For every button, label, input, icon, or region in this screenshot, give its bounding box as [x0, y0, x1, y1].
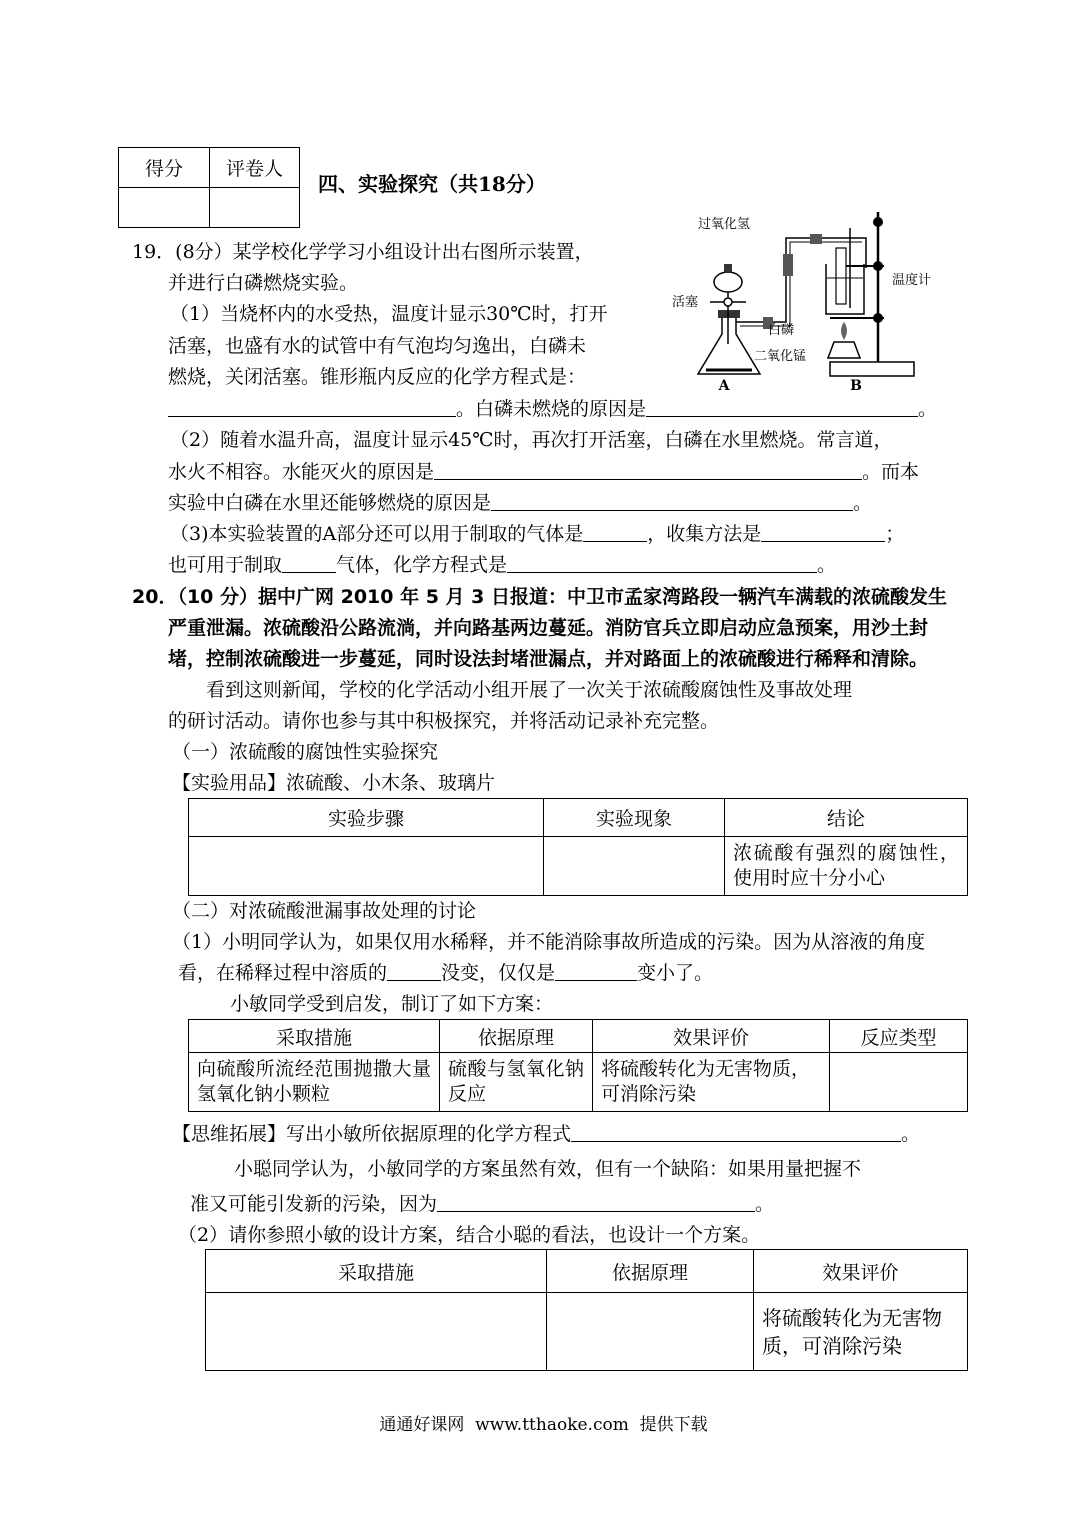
col-design-measure: 采取措施: [206, 1250, 547, 1293]
principle-cell: 硫酸与氢氧化钠反应: [440, 1053, 593, 1112]
q20-s1-2b: 没变，仅仅是: [441, 962, 556, 984]
collect-method-blank[interactable]: [761, 521, 885, 542]
q19-p2-3-text: 实验中白磷在水里还能够燃烧的原因是: [168, 492, 492, 514]
reason-blank-1[interactable]: [646, 396, 918, 417]
effect-cell: 将硫酸转化为无害物质，可消除污染: [593, 1053, 830, 1112]
plan-table: [188, 1019, 968, 1112]
design-effect-cell: 将硫酸转化为无害物质，可消除污染: [754, 1293, 968, 1371]
extinguish-reason-blank[interactable]: [434, 459, 862, 480]
q20-news-2: 严重泄漏。浓硫酸沿公路流淌，并向路基两边蔓延。消防官兵立即启动应急预案，用沙土封: [168, 617, 929, 639]
extension-equation-blank[interactable]: [571, 1121, 901, 1142]
label-a: A: [718, 378, 730, 394]
q20-news-1: 20．（10 分）据中广网 2010 年 5 月 3 日报道：中卫市孟家湾路段一辆汽车满载的浓硫酸发生: [132, 586, 948, 608]
design-table: [205, 1249, 968, 1371]
q19-intro-2: 并进行白磷燃烧实验。: [168, 272, 359, 294]
section-title: 四、实验探究（共18分）: [318, 172, 546, 196]
q19-p1-1: （1）当烧杯内的水受热，温度计显示30℃时，打开: [170, 303, 608, 325]
beaker: [826, 264, 864, 314]
col-conclusion: 结论: [725, 799, 968, 837]
score-cell[interactable]: [119, 188, 210, 228]
q20-materials: 【实验用品】浓硫酸、小木条、玻璃片: [172, 772, 496, 794]
q19-p1-end: 。: [918, 398, 938, 420]
q19-p1-4-text: 。白磷未燃烧的原因是: [456, 398, 647, 420]
label-valve: 活塞: [672, 295, 699, 310]
q20-extension-end: 。: [901, 1123, 921, 1145]
conclusion-cell: 浓硫酸有强烈的腐蚀性，使用时应十分小心: [725, 837, 968, 896]
q19-p2-2: [168, 457, 919, 487]
q20-s1-2: [178, 958, 713, 988]
q20-s1-2a: 看，在稀释过程中溶质的: [178, 962, 388, 984]
q19-p3-1-end: ；: [885, 523, 905, 545]
col-principle: 依据原理: [440, 1020, 593, 1053]
design-principle-answer-cell[interactable]: [547, 1293, 754, 1371]
label-h2o2: 过氧化氢: [697, 217, 751, 232]
q20-para-1: 看到这则新闻，学校的化学活动小组开展了一次关于浓硫酸腐蚀性及事故处理: [206, 679, 853, 701]
apparatus-figure: [670, 208, 960, 394]
q20-extension: [172, 1119, 920, 1149]
q19-intro-1: 19．(8分）某学校化学学习小组设计出右图所示装置，: [132, 241, 594, 263]
col-design-principle: 依据原理: [547, 1250, 754, 1293]
equation-blank-2[interactable]: [507, 552, 817, 573]
q19-p2-3-end: 。: [853, 492, 873, 514]
solute-blank[interactable]: [387, 960, 441, 981]
q20-s1-3: 小敏同学受到启发，制订了如下方案：: [230, 993, 554, 1015]
col-measure: 采取措施: [189, 1020, 440, 1053]
q19-p2-2-end: 。而本: [862, 461, 920, 483]
pollution-reason-blank[interactable]: [437, 1191, 755, 1212]
q19-p3-2a: 也可用于制取: [168, 554, 283, 576]
concentration-blank[interactable]: [555, 960, 637, 981]
q19-p3-1: [170, 519, 904, 549]
q19-p3-1a: （3)本实验装置的A部分还可以用于制取的气体是: [170, 523, 584, 545]
q20-cong-2-end: 。: [755, 1193, 775, 1215]
q20-cong-2a: 准又可能引发新的污染，因为: [190, 1193, 438, 1215]
q19-p3-2-end: 。: [817, 554, 837, 576]
label-b: B: [850, 378, 862, 394]
grader-cell[interactable]: [210, 188, 300, 228]
q20-part2-title: （二）对浓硫酸泄漏事故处理的讨论: [172, 900, 477, 922]
burn-reason-blank[interactable]: [491, 490, 853, 511]
col-steps: 实验步骤: [189, 799, 544, 837]
reaction-type-answer-cell[interactable]: [830, 1053, 968, 1112]
phenomenon-answer-cell[interactable]: [544, 837, 725, 896]
q20-s2: （2）请你参照小敏的设计方案，结合小聪的看法，也设计一个方案。: [178, 1224, 761, 1246]
q19-p2-2-text: 水火不相容。水能灭火的原因是: [168, 461, 435, 483]
steps-answer-cell[interactable]: [189, 837, 544, 896]
q19-p2-3: [168, 488, 872, 518]
q20-extension-text: 【思维拓展】写出小敏所依据原理的化学方程式: [172, 1123, 572, 1145]
grader-label: 评卷人: [210, 148, 300, 188]
score-label: 得分: [119, 148, 210, 188]
footer: 通通好课网 www.tthaoke.com 提供下载: [379, 1415, 708, 1435]
q20-part1-title: （一）浓硫酸的腐蚀性实验探究: [172, 741, 439, 763]
q19-p1-2: 活塞，也盛有水的试管中有气泡均匀逸出，白磷未: [168, 335, 587, 357]
score-box: [118, 147, 300, 228]
experiment-table: [188, 798, 968, 896]
q20-cong-1: 小聪同学认为，小敏同学的方案虽然有效，但有一个缺陷：如果用量把握不: [234, 1158, 862, 1180]
q19-p3-2b: 气体，化学方程式是: [336, 554, 508, 576]
label-white-p: 白磷: [768, 323, 795, 338]
label-mno2: 二氧化锰: [754, 349, 807, 364]
col-reaction-type: 反应类型: [830, 1020, 968, 1053]
measure-cell: 向硫酸所流经范围抛撒大量氢氧化钠小颗粒: [189, 1053, 440, 1112]
q19-p2-1: （2）随着水温升高，温度计显示45℃时，再次打开活塞，白磷在水里燃烧。常言道，: [170, 429, 893, 451]
q20-cong-2: [190, 1189, 774, 1219]
label-thermometer: 温度计: [892, 273, 932, 288]
q20-para-2: 的研讨活动。请你也参与其中积极探究，并将活动记录补充完整。: [168, 710, 720, 732]
col-effect: 效果评价: [593, 1020, 830, 1053]
design-measure-answer-cell[interactable]: [206, 1293, 547, 1371]
gas-blank-2[interactable]: [282, 552, 336, 573]
col-phenomenon: 实验现象: [544, 799, 725, 837]
q19-p1-3: 燃烧，关闭活塞。锥形瓶内反应的化学方程式是：: [168, 366, 587, 388]
gas-blank[interactable]: [583, 521, 647, 542]
q20-s1-2c: 变小了。: [637, 962, 714, 984]
equation-blank-1[interactable]: [168, 396, 456, 417]
col-design-effect: 效果评价: [754, 1250, 968, 1293]
q19-p3-2: [168, 550, 836, 580]
conical-flask: [698, 316, 760, 374]
q20-news-3: 堵，控制浓硫酸进一步蔓延，同时设法封堵泄漏点，并对路面上的浓硫酸进行稀释和清除。: [168, 648, 929, 670]
q20-s1-1: （1）小明同学认为，如果仅用水稀释，并不能消除事故所造成的污染。因为从溶液的角度: [172, 931, 926, 953]
q19-p3-1b: ，收集方法是: [647, 523, 762, 545]
q19-p1-4: [168, 394, 937, 424]
